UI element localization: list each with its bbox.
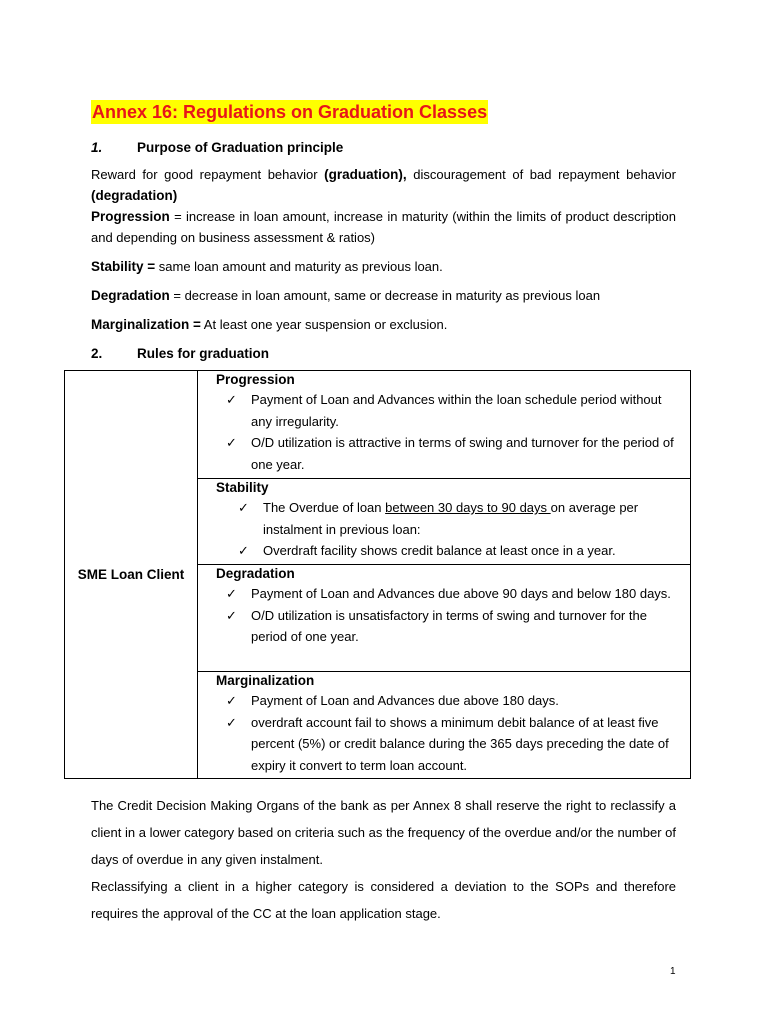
list-item	[216, 605, 684, 648]
definition-marginalization-text: At least one year suspension or exclusion.	[200, 317, 448, 332]
term-progression: Progression	[91, 209, 170, 224]
stability-heading: Stability	[216, 480, 269, 495]
definition-progression	[91, 206, 676, 248]
intro-bold-degradation: (degradation)	[91, 188, 178, 203]
stability-cell	[198, 479, 691, 565]
marginalization-heading: Marginalization	[216, 673, 315, 688]
term-stability: Stability =	[91, 259, 156, 274]
client-type-cell: SME Loan Client	[65, 371, 198, 779]
definition-stability	[91, 256, 676, 277]
graduation-rules-table	[64, 370, 691, 779]
checkmark-icon: ✓	[226, 693, 237, 708]
section-1-number: 1.	[91, 140, 103, 155]
progression-list	[216, 389, 684, 475]
list-item	[216, 540, 684, 562]
stability-list	[216, 497, 684, 562]
stability-item-1-underline: between 30 days to 90 days	[385, 500, 551, 515]
checkmark-icon: ✓	[226, 586, 237, 601]
marginalization-item-2: overdraft account fail to shows a minimum debit balance of at least five percent (5%) or credit balance during the 365 days preceding the date of expiry it convert to term loan account.	[251, 714, 669, 773]
intro-paragraph	[91, 164, 676, 206]
closing-paragraph-1: The Credit Decision Making Organs of the bank as per Annex 8 shall reserve the right to reclassify a client in a lower category based on criteria such as the frequency of the overdue and/or the number of days of overdue in any given instalment.	[91, 798, 676, 867]
degradation-list	[216, 583, 684, 648]
table-row	[65, 371, 691, 479]
marginalization-list	[216, 690, 684, 776]
list-item	[216, 432, 684, 475]
closing-paragraph-2: Reclassifying a client in a higher category is considered a deviation to the SOPs and therefore requires the approval of the CC at the loan application stage.	[91, 879, 676, 921]
checkmark-icon: ✓	[238, 543, 249, 558]
definition-progression-text: = increase in loan amount, increase in maturity (within the limits of product description and depending on business assessment & ratios)	[91, 209, 676, 245]
section-2-heading	[91, 345, 269, 363]
list-item	[216, 389, 684, 432]
stability-item-2: Overdraft facility shows credit balance at least once in a year.	[263, 543, 616, 558]
stability-item-1-post: on average per instalment in previous loan:	[263, 500, 639, 537]
section-2-number: 2.	[91, 346, 103, 361]
marginalization-item-1: Payment of Loan and Advances due above 180 days.	[251, 693, 559, 708]
definition-degradation-text: = decrease in loan amount, same or decrease in maturity as previous loan	[169, 288, 601, 303]
term-marginalization: Marginalization =	[91, 317, 201, 332]
progression-item-1: Payment of Loan and Advances within the loan schedule period without any irregularity.	[251, 392, 662, 429]
intro-bold-graduation: (graduation),	[324, 167, 407, 182]
degradation-item-1: Payment of Loan and Advances due above 90 days and below 180 days.	[251, 586, 671, 601]
degradation-heading: Degradation	[216, 566, 295, 581]
closing-text	[91, 792, 676, 927]
progression-item-2: O/D utilization is attractive in terms of swing and turnover for the period of one year.	[251, 435, 674, 472]
progression-heading: Progression	[216, 372, 295, 387]
definition-stability-text: same loan amount and maturity as previous loan.	[155, 259, 443, 274]
degradation-item-2: O/D utilization is unsatisfactory in terms of swing and turnover for the period of one year.	[251, 607, 647, 644]
section-2-title: Rules for graduation	[137, 346, 270, 361]
list-item	[216, 690, 684, 712]
marginalization-cell	[198, 672, 691, 779]
stability-item-1-pre: The Overdue of loan	[263, 500, 386, 515]
list-item	[216, 712, 684, 777]
checkmark-icon: ✓	[226, 714, 237, 730]
checkmark-icon: ✓	[238, 500, 249, 515]
checkmark-icon: ✓	[226, 607, 237, 623]
checkmark-icon: ✓	[226, 392, 237, 407]
intro-text-1: Reward for good repayment behavior	[91, 167, 325, 182]
section-1-title: Purpose of Graduation principle	[137, 140, 344, 155]
section-1-heading	[91, 139, 343, 157]
degradation-cell	[198, 565, 691, 672]
definition-marginalization	[91, 314, 676, 335]
page-number: 1	[670, 966, 676, 977]
list-item	[216, 497, 684, 540]
term-degradation: Degradation	[91, 288, 170, 303]
list-item	[216, 583, 684, 605]
definition-degradation	[91, 285, 676, 306]
checkmark-icon: ✓	[226, 435, 237, 450]
intro-text-2: discouragement of bad repayment behavior	[406, 167, 676, 182]
page-title: Annex 16: Regulations on Graduation Classes	[92, 102, 488, 122]
progression-cell	[198, 371, 691, 479]
